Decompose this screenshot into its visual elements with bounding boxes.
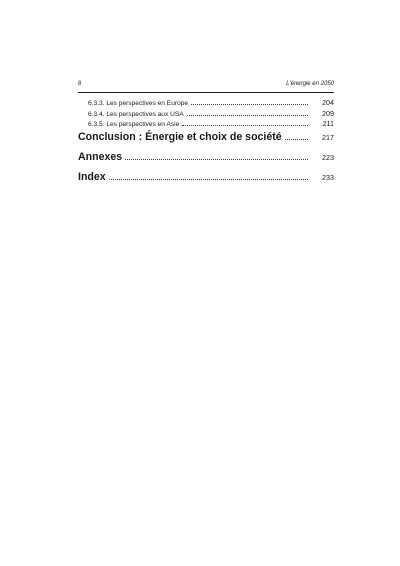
page-number: 8 [78, 81, 82, 87]
header-rule [78, 92, 334, 93]
running-book-title: L'énergie en 2050 [286, 81, 334, 87]
dot-leader [109, 179, 308, 180]
table-of-contents [78, 96, 334, 187]
toc-entry-usa [78, 109, 334, 120]
toc-entry-label: Conclusion : Énergie et choix de société [78, 130, 282, 143]
toc-entry-label: 6.3.3. Les perspectives en Europe [88, 100, 189, 107]
toc-entry-europe [78, 98, 334, 109]
dot-leader [187, 115, 308, 116]
toc-entry-annexes [78, 151, 334, 167]
toc-entry-index [78, 171, 334, 187]
toc-entry-page: 211 [322, 119, 334, 128]
dot-leader [285, 139, 308, 140]
dot-leader [125, 159, 308, 160]
toc-entry-conclusion [78, 131, 334, 147]
toc-entry-label: Annexes [78, 150, 123, 163]
toc-entry-page: 209 [322, 108, 334, 118]
dot-leader [191, 104, 308, 105]
toc-entry-label: Index [78, 170, 106, 183]
toc-entry-page: 217 [322, 132, 334, 142]
toc-entry-page: 223 [322, 152, 334, 162]
dot-leader [182, 125, 308, 126]
toc-entry-page: 204 [322, 98, 334, 107]
toc-entry-label: 6.3.5. Les perspectives en Asie [88, 121, 180, 128]
toc-entry-asia [78, 119, 334, 130]
toc-entry-page: 233 [322, 172, 334, 182]
toc-entry-label: 6.3.4. Les perspectives aux USA [88, 110, 184, 118]
running-header [78, 80, 334, 92]
